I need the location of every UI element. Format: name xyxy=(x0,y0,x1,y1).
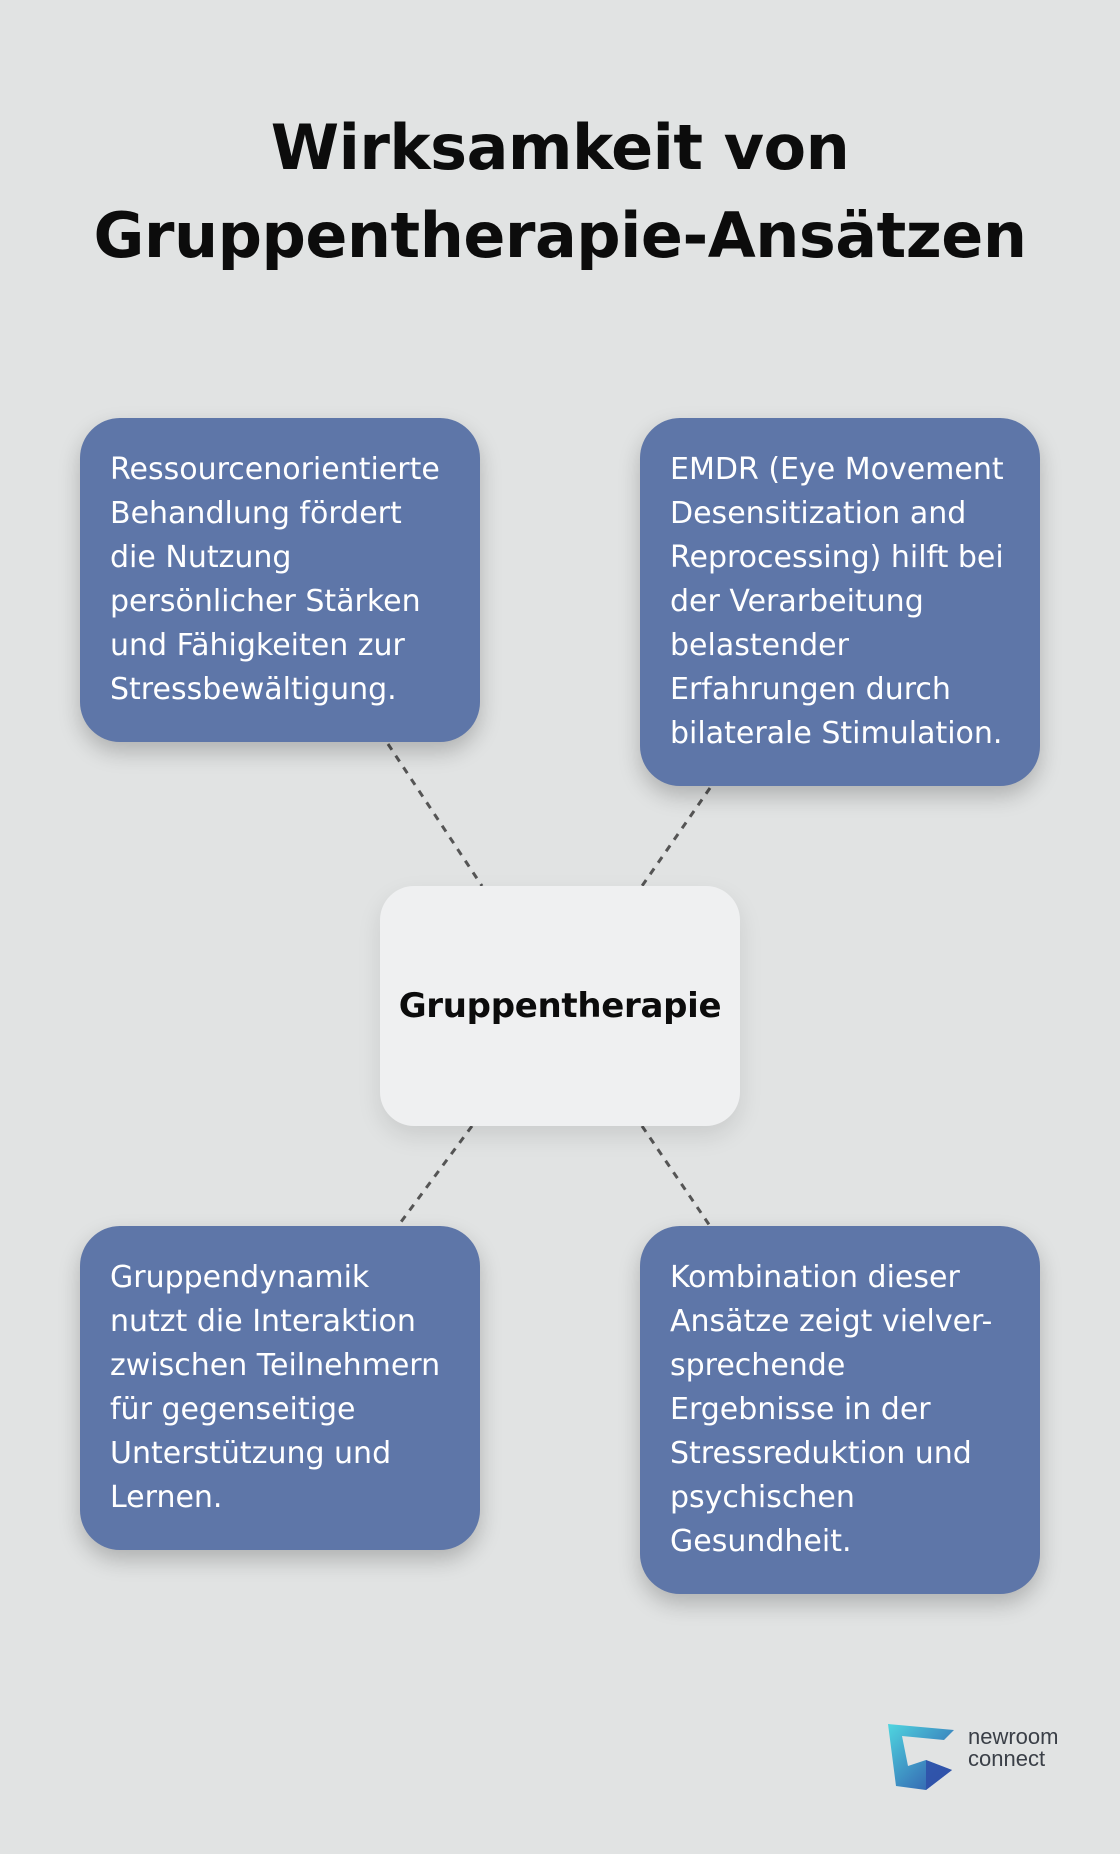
brand-line-1: newroom xyxy=(968,1724,1059,1749)
brand-logo xyxy=(886,1718,1066,1794)
card-text: EMDR (Eye Movement Desensitization and Reprocessing) hilft bei der Verarbeitung belastender Erfahrungen durch bilaterale Stimulation. xyxy=(670,452,1004,751)
card-group-dynamics xyxy=(80,1226,480,1550)
card-text: Kombination dieser Ansätze zeigt vielver-sprechende Ergebnisse in der Stressreduktion und psychischen Gesundheit. xyxy=(670,1260,993,1559)
newroom-connect-logo-icon xyxy=(886,1720,966,1792)
connector-bottom-left xyxy=(398,1126,472,1226)
page-title-line-2: Gruppentherapie-Ansätzen xyxy=(93,199,1027,272)
card-text: Gruppendynamik nutzt die Interaktion zwischen Teilnehmern für gegenseitige Unterstützung und Lernen. xyxy=(110,1260,441,1515)
connector-bottom-right xyxy=(642,1126,710,1226)
card-combination xyxy=(640,1226,1040,1594)
brand-name xyxy=(968,1726,1058,1770)
page-title-line-1: Wirksamkeit von xyxy=(270,111,850,184)
connector-top-right xyxy=(642,788,710,886)
card-text: Ressourcenorientierte Behandlung fördert die Nutzung persönlicher Stärken und Fähigkeiten zur Stressbewältigung. xyxy=(110,452,440,707)
brand-line-2: connect xyxy=(968,1746,1046,1771)
center-label: Gruppentherapie xyxy=(398,986,722,1026)
connector-top-left xyxy=(388,744,482,886)
card-emdr xyxy=(640,418,1040,786)
card-resource-oriented-treatment xyxy=(80,418,480,742)
center-node xyxy=(380,886,740,1126)
